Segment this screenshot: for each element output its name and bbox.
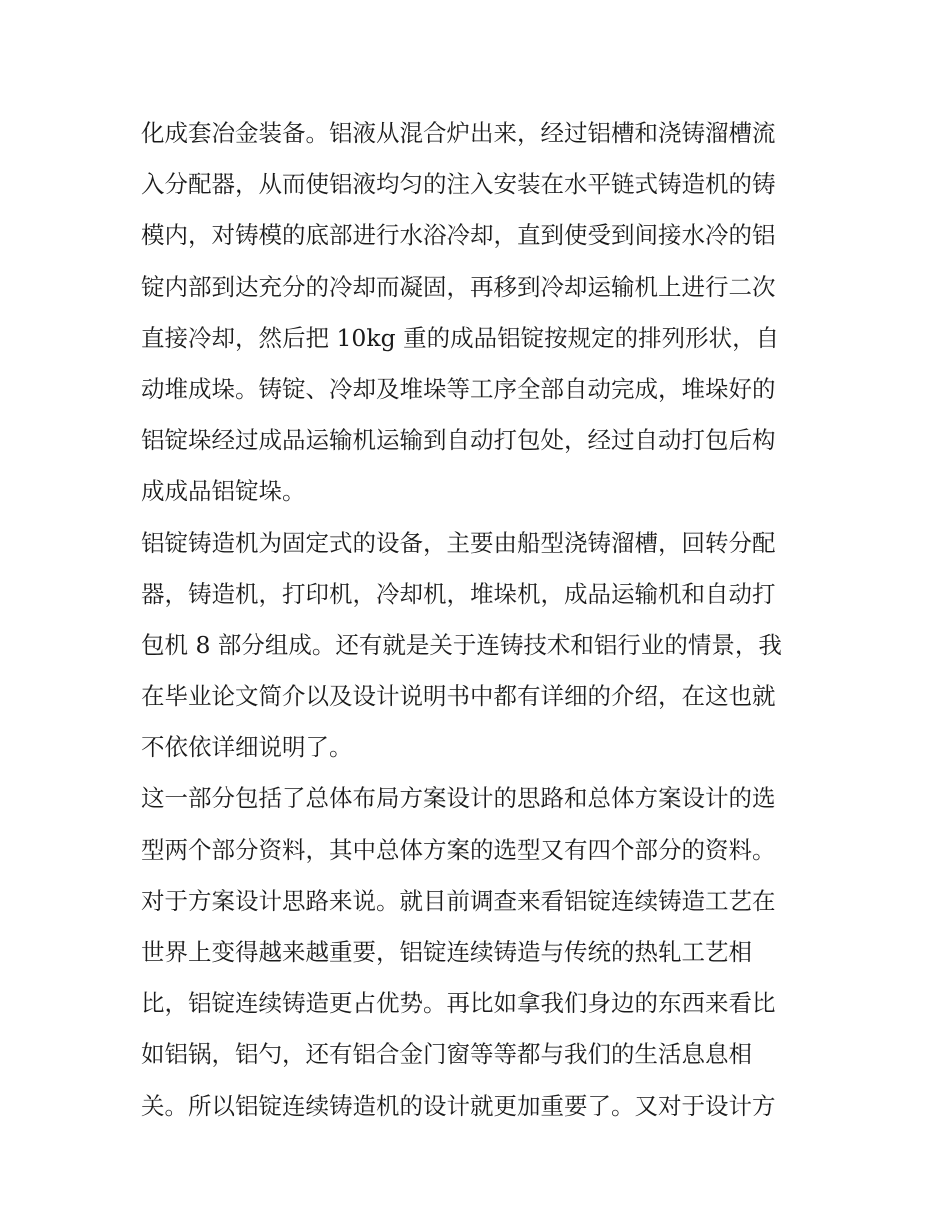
text-line: 成成品铝锭垛。 <box>141 477 306 506</box>
text-line: 锭内部到达充分的冷却而凝固，再移到冷却运输机上进行二次 <box>141 272 776 301</box>
text-line: 化成套冶金装备。铝液从混合炉出来，经过铝槽和浇铸溜槽流 <box>141 119 776 147</box>
text-line: 在毕业论文简介以及设计说明书中都有详细的介绍，在这也就 <box>141 682 776 711</box>
text-line: 铝锭铸造机为固定式的设备，主要由船型浇铸溜槽，回转分配 <box>141 528 776 557</box>
text-line: 不依依详细说明了。 <box>141 733 353 762</box>
text-line: 型两个部分资料，其中总体方案的选型又有四个部分的资料。 <box>141 835 776 864</box>
text-line: 世界上变得越来越重要，铝锭连续铸造与传统的热轧工艺相 <box>141 938 752 966</box>
text-line: 这一部分包括了总体布局方案设计的思路和总体方案设计的选 <box>141 784 776 813</box>
text-line: 动堆成垛。铸锭、冷却及堆垛等工序全部自动完成，堆垛好的 <box>141 374 776 403</box>
text-line: 器，铸造机，打印机，冷却机，堆垛机，成品运输机和自动打 <box>141 579 776 608</box>
text-line: 直接冷却，然后把 10kg 重的成品铝锭按规定的排列形状，自 <box>141 323 780 352</box>
text-line: 对于方案设计思路来说。就目前调查来看铝锭连续铸造工艺在 <box>141 886 776 915</box>
paragraph-3 <box>141 773 821 1131</box>
text-line: 包机 8 部分组成。还有就是关于连铸技术和铝行业的情景，我 <box>141 630 782 659</box>
text-line: 如铝锅，铝勺，还有铝合金门窗等等都与我们的生活息息相 <box>141 1040 752 1069</box>
paragraph-2 <box>141 518 821 774</box>
text-line: 关。所以铝锭连续铸造机的设计就更加重要了。又对于设计方 <box>141 1091 776 1120</box>
text-line: 入分配器，从而使铝液均匀的注入安装在水平链式铸造机的铸 <box>141 170 776 199</box>
text-line: 铝锭垛经过成品运输机运输到自动打包处，经过自动打包后构 <box>141 426 776 455</box>
paragraph-1 <box>141 108 821 518</box>
document-body <box>141 108 821 1132</box>
text-line: 比，铝锭连续铸造更占优势。再比如拿我们身边的东西来看比 <box>141 989 776 1018</box>
text-line: 模内，对铸模的底部进行水浴冷却，直到使受到间接水冷的铝 <box>141 221 776 250</box>
